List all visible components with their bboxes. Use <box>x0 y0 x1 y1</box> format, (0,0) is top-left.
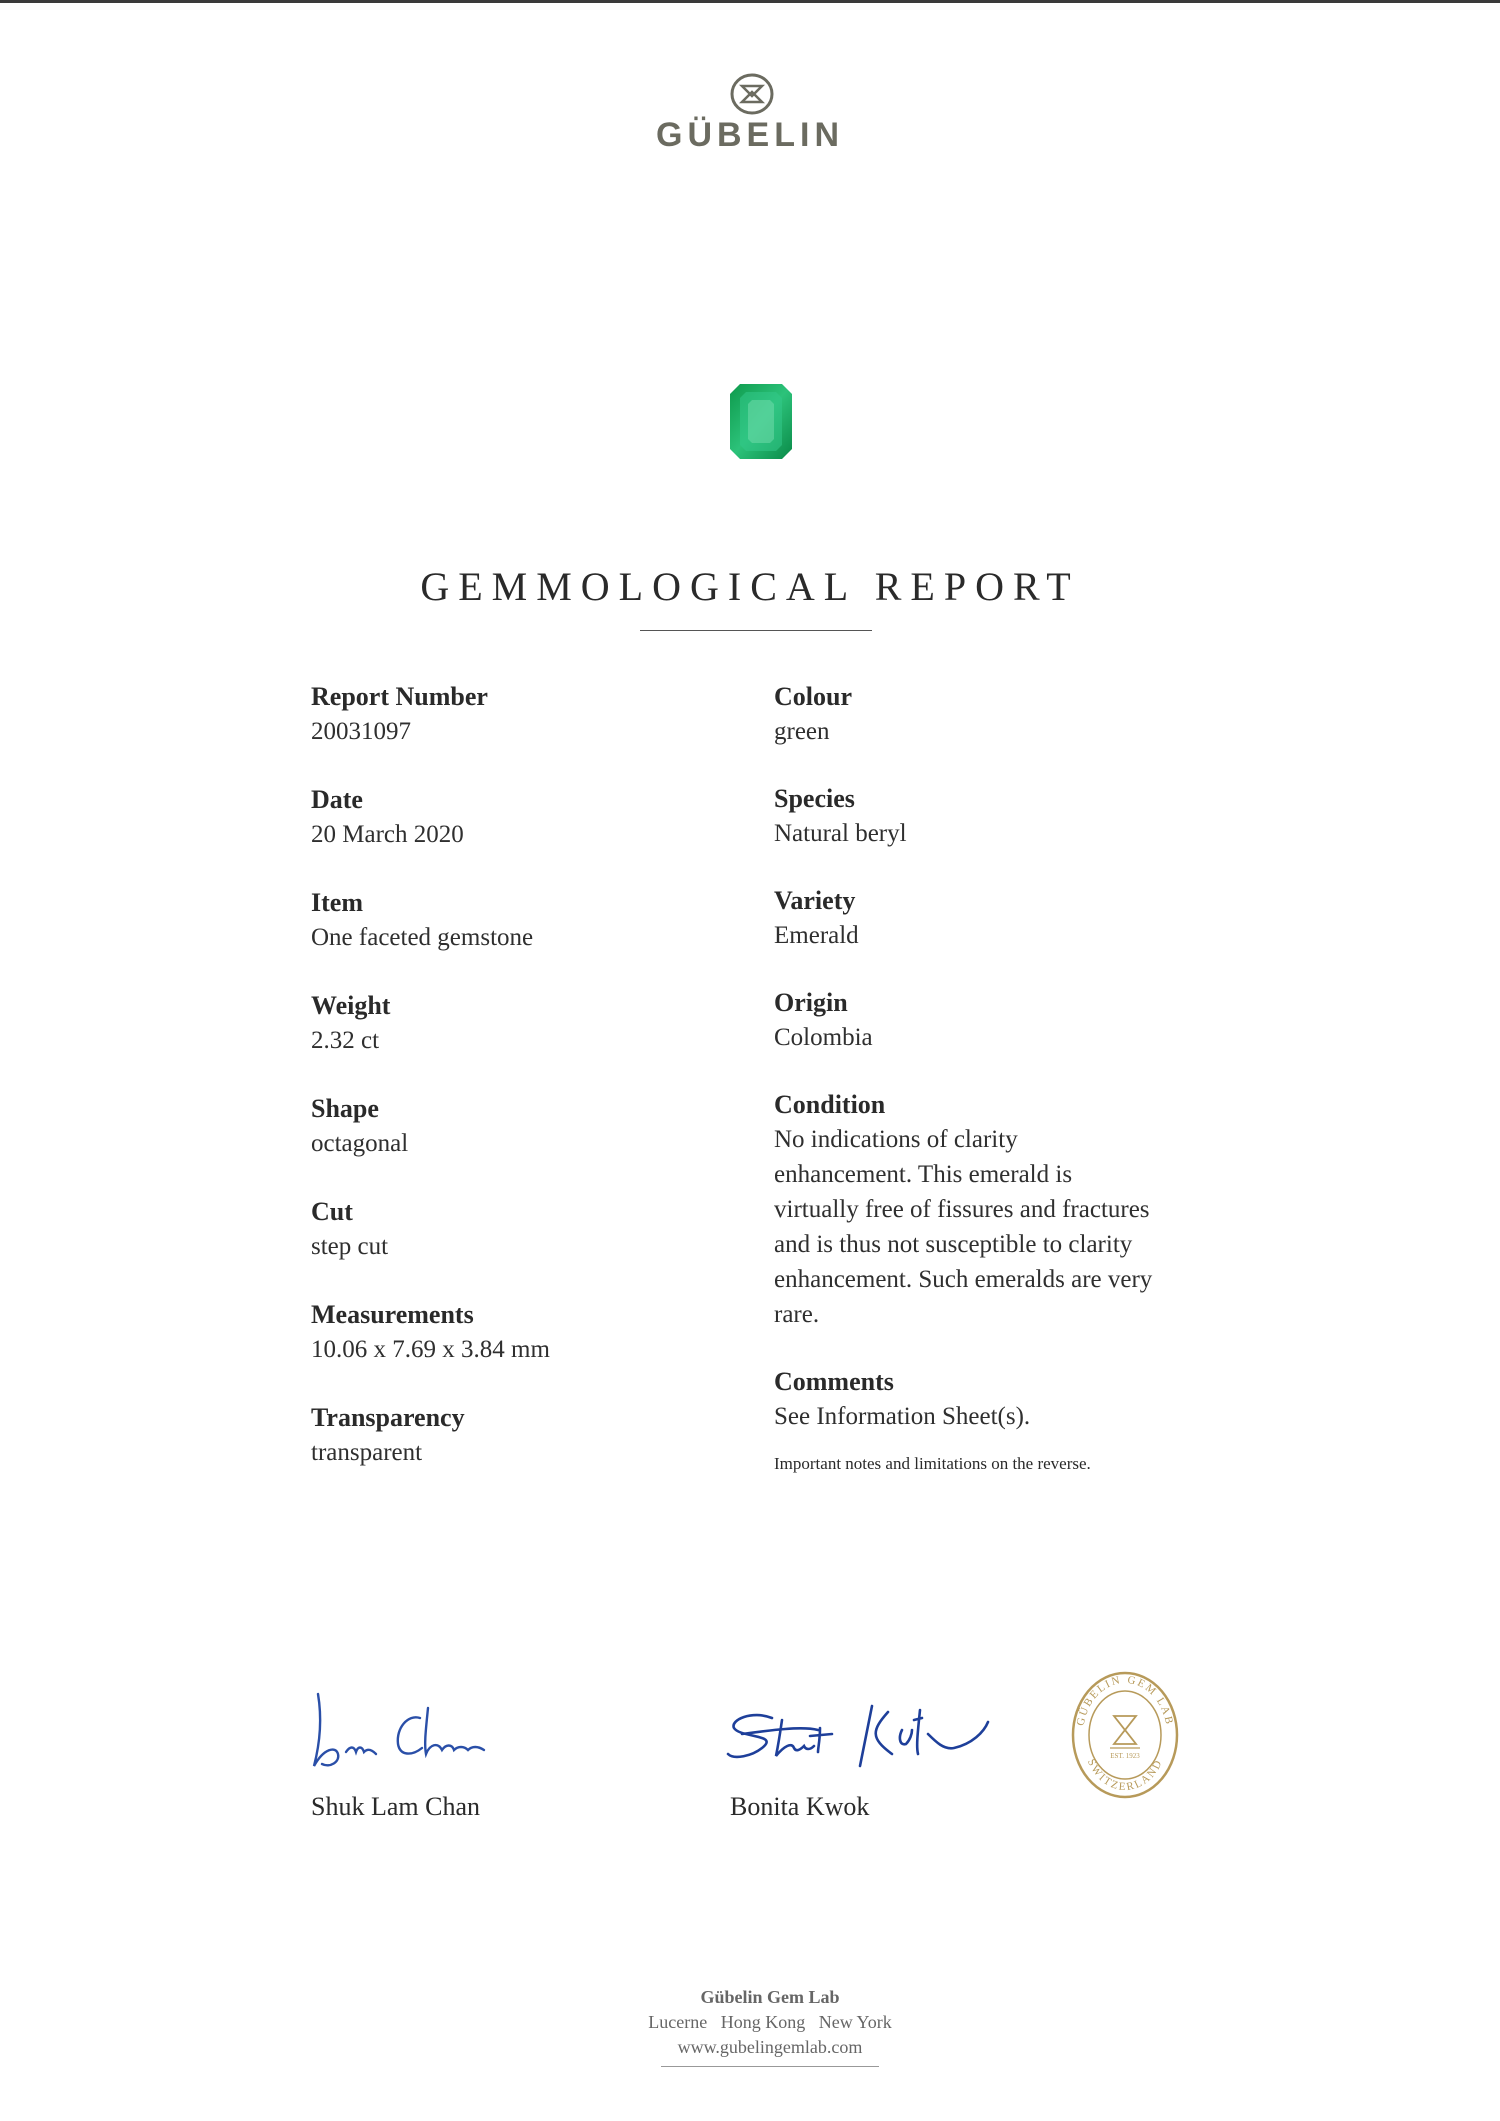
field-colour <box>774 680 1234 749</box>
condition-line: No indications of clarity <box>774 1126 1018 1153</box>
gubelin-gem-lab-seal <box>1070 1670 1180 1800</box>
field-value: step cut <box>311 1233 389 1260</box>
field-condition <box>774 1088 1234 1332</box>
field-value: green <box>774 718 830 745</box>
field-label: Transparency <box>311 1403 465 1432</box>
field-label: Comments <box>774 1367 894 1396</box>
field-origin <box>774 986 1234 1055</box>
condition-line: virtually free of fissures and fractures <box>774 1196 1150 1223</box>
condition-line: and is thus not susceptible to clarity <box>774 1231 1133 1258</box>
brand-name: GÜBELIN <box>656 116 844 154</box>
report-details-right <box>774 680 1234 1474</box>
field-value: 10.06 x 7.69 x 3.84 mm <box>311 1336 550 1363</box>
condition-line: enhancement. This emerald is <box>774 1161 1073 1188</box>
field-report-number <box>311 680 741 783</box>
svg-text:GÜBELIN GEM LAB: GÜBELIN GEM LAB <box>1074 1673 1176 1727</box>
footer <box>500 1984 1040 2067</box>
condition-line: enhancement. Such emeralds are very <box>774 1266 1153 1293</box>
svg-text:SWITZERLAND: SWITZERLAND <box>1084 1757 1166 1794</box>
report-details-left <box>311 680 741 1504</box>
field-label: Variety <box>774 886 856 915</box>
footer-lab-name: Gübelin Gem Lab <box>700 1987 840 2007</box>
field-value: octagonal <box>311 1130 409 1157</box>
title-divider <box>640 630 872 631</box>
emerald-photo <box>730 384 792 459</box>
field-item <box>311 886 741 989</box>
field-date <box>311 783 741 886</box>
signature-shuk-lam-chan <box>300 1688 530 1788</box>
signer-name-2: Bonita Kwok <box>730 1792 870 1821</box>
field-cut <box>311 1195 741 1298</box>
field-label: Shape <box>311 1094 379 1123</box>
field-comments <box>774 1365 1234 1434</box>
field-value: Colombia <box>774 1024 873 1051</box>
field-measurements <box>311 1298 741 1401</box>
field-label: Item <box>311 888 363 917</box>
field-weight <box>311 989 741 1092</box>
field-value: 20 March 2020 <box>311 821 464 848</box>
svg-text:EST. 1923: EST. 1923 <box>1110 1752 1140 1760</box>
field-variety <box>774 884 1234 953</box>
field-label: Weight <box>311 991 391 1020</box>
footer-divider <box>661 2066 879 2067</box>
field-shape <box>311 1092 741 1195</box>
signature-bonita-kwok <box>722 1690 1052 1790</box>
gubelin-logo <box>620 72 880 162</box>
logo-emblem-icon <box>730 72 774 116</box>
field-label: Cut <box>311 1197 353 1226</box>
top-border <box>0 0 1500 3</box>
field-value: One faceted gemstone <box>311 924 534 951</box>
report-title: GEMMOLOGICAL REPORT <box>420 564 1080 609</box>
field-label: Colour <box>774 682 852 711</box>
field-value: transparent <box>311 1439 423 1466</box>
field-value: Natural beryl <box>774 820 907 847</box>
field-label: Measurements <box>311 1300 474 1329</box>
field-species <box>774 782 1234 851</box>
field-label: Origin <box>774 988 848 1017</box>
signer-name-1: Shuk Lam Chan <box>311 1792 480 1821</box>
reverse-note: Important notes and limitations on the reverse. <box>774 1454 1091 1473</box>
field-transparency <box>311 1401 741 1504</box>
field-label: Species <box>774 784 855 813</box>
field-label: Condition <box>774 1090 886 1119</box>
field-value: Emerald <box>774 922 859 949</box>
field-label: Report Number <box>311 682 488 711</box>
footer-website: www.gubelingemlab.com <box>677 2037 863 2057</box>
field-value: 2.32 ct <box>311 1027 380 1054</box>
condition-line: rare. <box>774 1301 820 1328</box>
footer-cities: Lucerne Hong Kong New York <box>648 2012 892 2032</box>
field-value: See Information Sheet(s). <box>774 1403 1031 1430</box>
field-label: Date <box>311 785 363 814</box>
field-value: 20031097 <box>311 718 411 745</box>
